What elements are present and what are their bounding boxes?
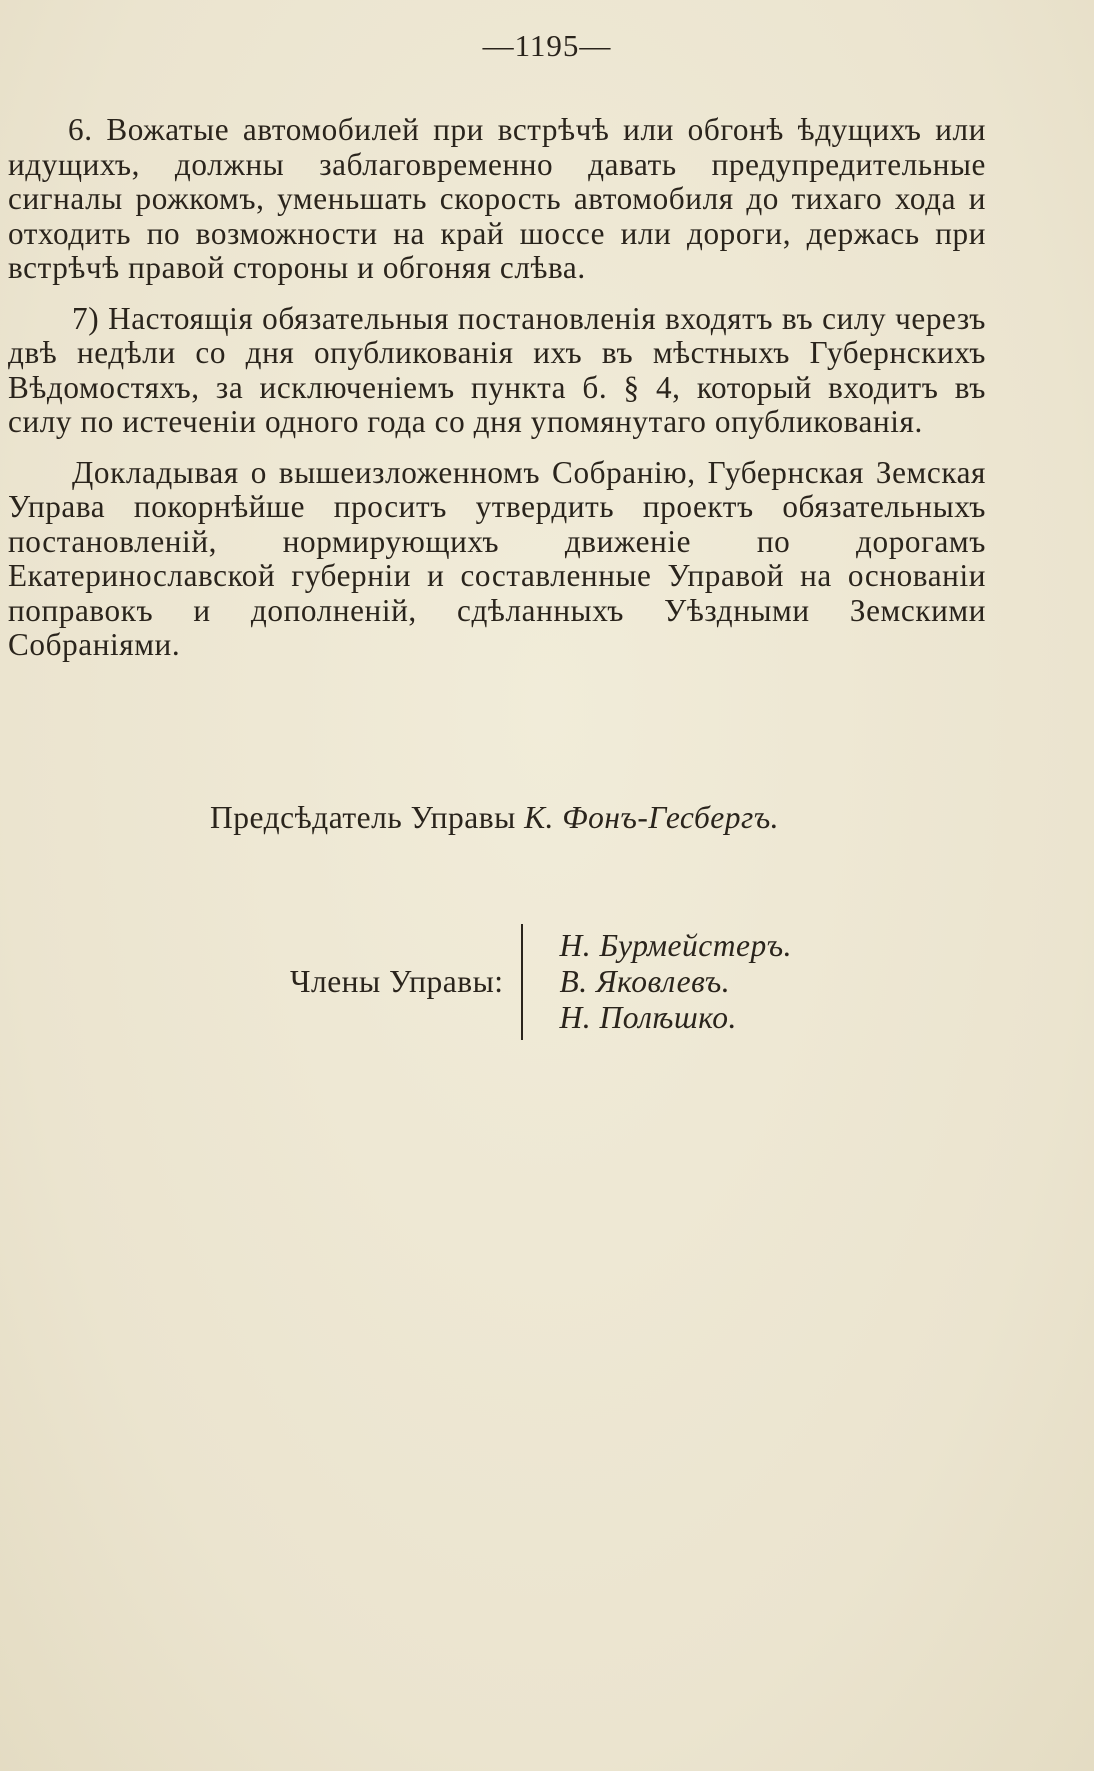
paragraph-6: 6. Вожатые автомобилей при встрѣчѣ или обгонѣ ѣдущихъ или идущихъ, должны заблаговременно давать предупредительные сигналы рожкомъ, уменьшать скорость автомобиля до тихаго хода и отходить по возможности на край шоссе или дороги, держась при встрѣчѣ правой стороны и обгоняя слѣва. xyxy=(8,112,986,285)
chairman-label: Предсѣдатель Управы xyxy=(210,800,516,835)
paragraph-report: Докладывая о вышеизложенномъ Собранію, Губернская Земская Управа покорнѣйше проситъ утвердить проектъ обязательныхъ постановленій, нормирующихъ движеніе по дорогамъ Екатеринославской губерніи и составленные Управой на основаніи поправокъ и дополненій, сдѣланныхъ Уѣздными Земскими Собраніями. xyxy=(8,454,986,662)
members-list xyxy=(521,924,791,1040)
board-members xyxy=(290,924,792,1040)
chairman-signature xyxy=(210,800,779,836)
chairman-name: К. Фонъ-Гесбергъ. xyxy=(524,800,780,835)
document-body xyxy=(8,113,986,679)
page-number: —1195— xyxy=(482,28,612,63)
paragraph-7: 7) Настоящія обязательныя постановленія входятъ въ силу черезъ двѣ недѣли со дня опубликованія ихъ въ мѣстныхъ Губернскихъ Вѣдомостяхъ, за исключеніемъ пункта б. § 4, который входитъ въ силу по истеченіи одного года со дня упомянутаго опубликованія. xyxy=(8,300,986,439)
members-label: Члены Управы: xyxy=(290,964,504,999)
member-name: Н. Полѣшко. xyxy=(559,1000,737,1035)
member-name: Н. Бурмейстеръ. xyxy=(559,928,792,963)
member-name: В. Яковлевъ. xyxy=(559,964,731,999)
